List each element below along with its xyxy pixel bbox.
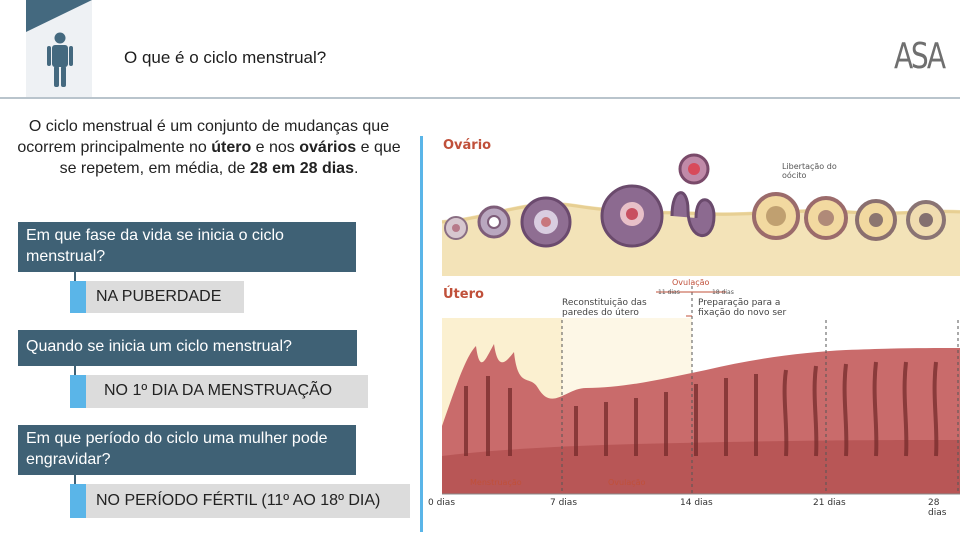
question-2: Quando se inicia um ciclo menstrual? xyxy=(18,330,357,366)
rebuild-label: Reconstituição das paredes do útero xyxy=(562,298,647,318)
intro-paragraph xyxy=(12,116,406,179)
answer-3-marker xyxy=(70,484,86,518)
intro-bold-uterus: útero xyxy=(211,139,252,156)
answer-2-marker xyxy=(70,375,86,408)
person-icon xyxy=(46,32,74,88)
preparation-label: Preparação para a fixação do novo ser xyxy=(698,298,787,318)
page-title: O que é o ciclo menstrual? xyxy=(124,48,327,67)
question-3: Em que período do ciclo uma mulher pode engravidar? xyxy=(18,425,356,475)
intro-text-3: e que se repetem, em média, de xyxy=(59,139,401,177)
intro-text-1: O ciclo menstrual é um conjunto de mudanças que ocorrem principalmente no xyxy=(17,118,390,156)
tick-day-0: 0 dias xyxy=(428,498,456,508)
intro-bold-days: 28 em 28 dias xyxy=(249,160,354,177)
intro-bold-ovaries: ovários xyxy=(299,139,357,156)
tick-day-28: 28 dias xyxy=(928,498,947,518)
answer-3: NO PERÍODO FÉRTIL (11º AO 18º DIA) xyxy=(86,484,410,518)
asa-logo: ASA xyxy=(894,36,944,77)
uterus-title: Útero xyxy=(443,287,484,302)
tick-day-7: 7 dias xyxy=(550,498,578,508)
tick-day-14: 14 dias xyxy=(680,498,713,508)
content-divider xyxy=(420,136,423,532)
intro-text-4: . xyxy=(353,160,359,177)
day-18-label: 18 dias xyxy=(712,289,734,296)
answer-1-marker xyxy=(70,281,86,313)
header-corner-decoration xyxy=(26,0,92,32)
day-11-label: 11 dias xyxy=(658,289,680,296)
tick-day-21: 21 dias xyxy=(813,498,846,508)
header-divider xyxy=(0,97,960,99)
ovulation-label-top: Ovulação xyxy=(672,278,710,287)
oocyte-release-label: Libertação do oócito xyxy=(782,162,837,180)
menstruation-label: Menstruação xyxy=(470,478,522,487)
answer-2: NO 1º DIA DA MENSTRUAÇÃO xyxy=(86,375,368,408)
ovary-title: Ovário xyxy=(443,138,492,153)
intro-text-2: e nos xyxy=(251,139,300,156)
ovulation-label-bottom: Ovulação xyxy=(608,478,646,487)
answer-1: NA PUBERDADE xyxy=(86,281,244,313)
menstrual-cycle-illustration xyxy=(426,126,960,510)
question-1: Em que fase da vida se inicia o ciclo menstrual? xyxy=(18,222,356,272)
